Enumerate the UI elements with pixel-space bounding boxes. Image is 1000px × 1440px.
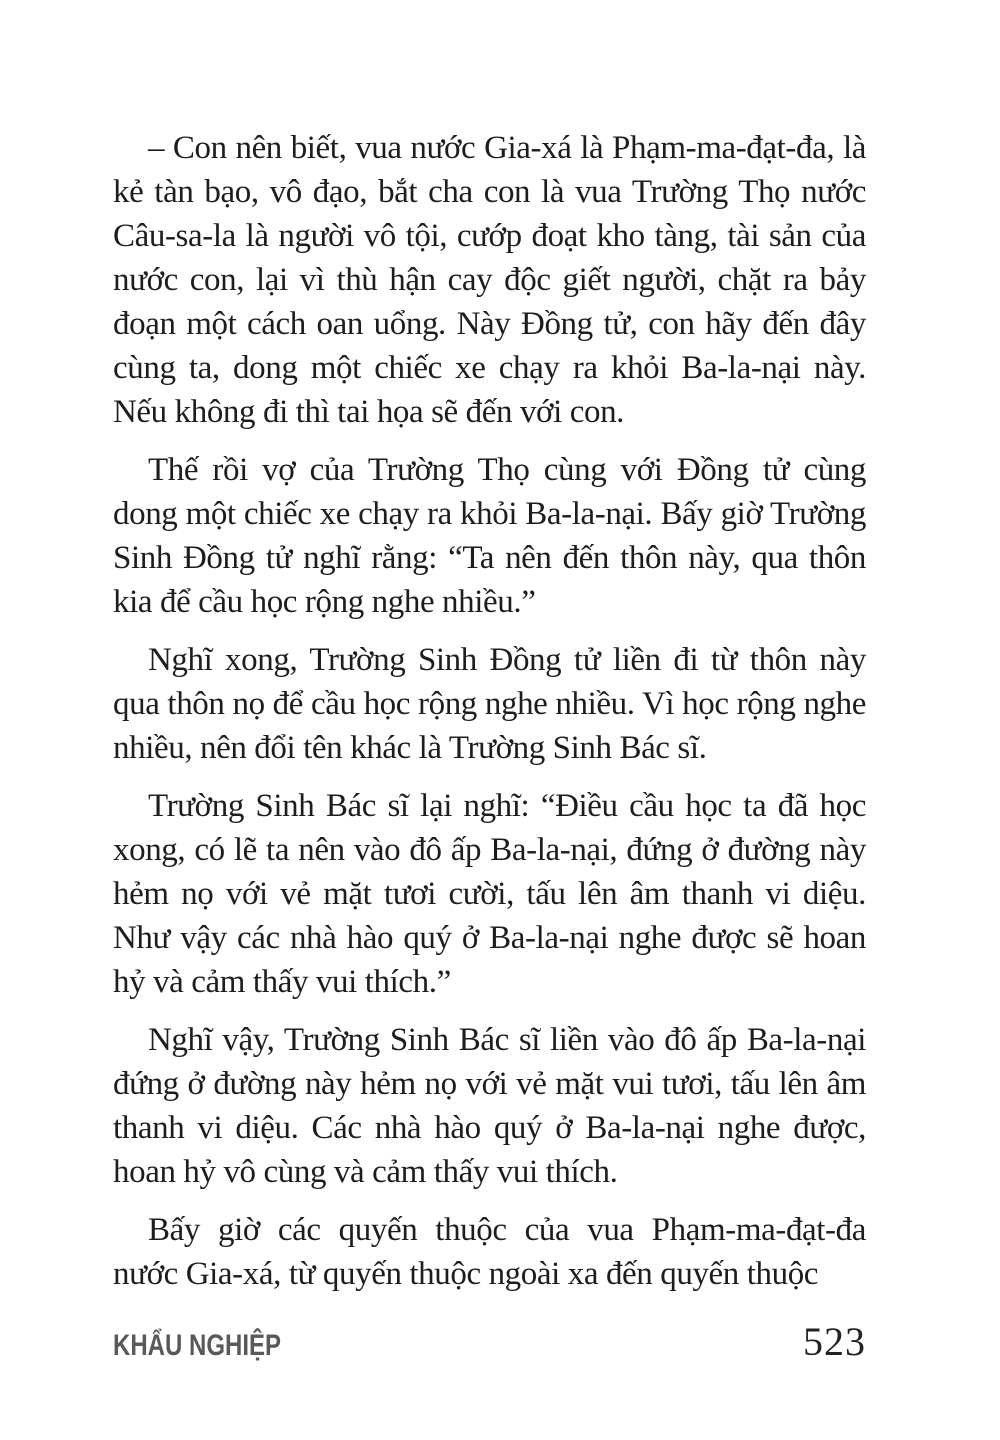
paragraph: Nghĩ vậy, Trường Sinh Bác sĩ liền vào đô ấp Ba-la-nại đứng ở đường này hẻm nọ với vẻ mặt vui tươi, tấu lên âm thanh vi diệu. Các nhà hào quý ở Ba-la-nại nghe được, hoan hỷ vô cùng và cảm thấy vui thích. xyxy=(113,1022,866,1190)
book-page-text xyxy=(113,126,866,1310)
paragraph: Trường Sinh Bác sĩ lại nghĩ: “Điều cầu học ta đã học xong, có lẽ ta nên vào đô ấp Ba-la-nại, đứng ở đường này hẻm nọ với vẻ mặt tươi cười, tấu lên âm thanh vi diệu. Như vậy các nhà hào quý ở Ba-la-nại nghe được sẽ hoan hỷ và cảm thấy vui thích.” xyxy=(113,788,866,1000)
paragraph: Bấy giờ các quyến thuộc của vua Phạm-ma-đạt-đa nước Gia-xá, từ quyến thuộc ngoài xa đến quyến thuộc xyxy=(113,1212,866,1292)
page-number: 523 xyxy=(803,1319,866,1364)
running-title: KHẨU NGHIỆP xyxy=(113,1329,282,1362)
paragraph: – Con nên biết, vua nước Gia-xá là Phạm-ma-đạt-đa, là kẻ tàn bạo, vô đạo, bắt cha con là vua Trường Thọ nước Câu-sa-la là người vô tội, cướp đoạt kho tàng, tài sản của nước con, lại vì thù hận cay độc giết người, chặt ra bảy đoạn một cách oan uổng. Này Đồng tử, con hãy đến đây cùng ta, dong một chiếc xe chạy ra khỏi Ba-la-nại này. Nếu không đi thì tai họa sẽ đến với con. xyxy=(113,130,866,430)
page-footer xyxy=(113,1318,866,1365)
paragraph: Thế rồi vợ của Trường Thọ cùng với Đồng tử cùng dong một chiếc xe chạy ra khỏi Ba-la-nại. Bấy giờ Trường Sinh Đồng tử nghĩ rằng: “Ta nên đến thôn này, qua thôn kia để cầu học rộng nghe nhiều.” xyxy=(113,452,866,620)
paragraph: Nghĩ xong, Trường Sinh Đồng tử liền đi từ thôn này qua thôn nọ để cầu học rộng nghe nhiều. Vì học rộng nghe nhiều, nên đổi tên khác là Trường Sinh Bác sĩ. xyxy=(113,642,866,766)
